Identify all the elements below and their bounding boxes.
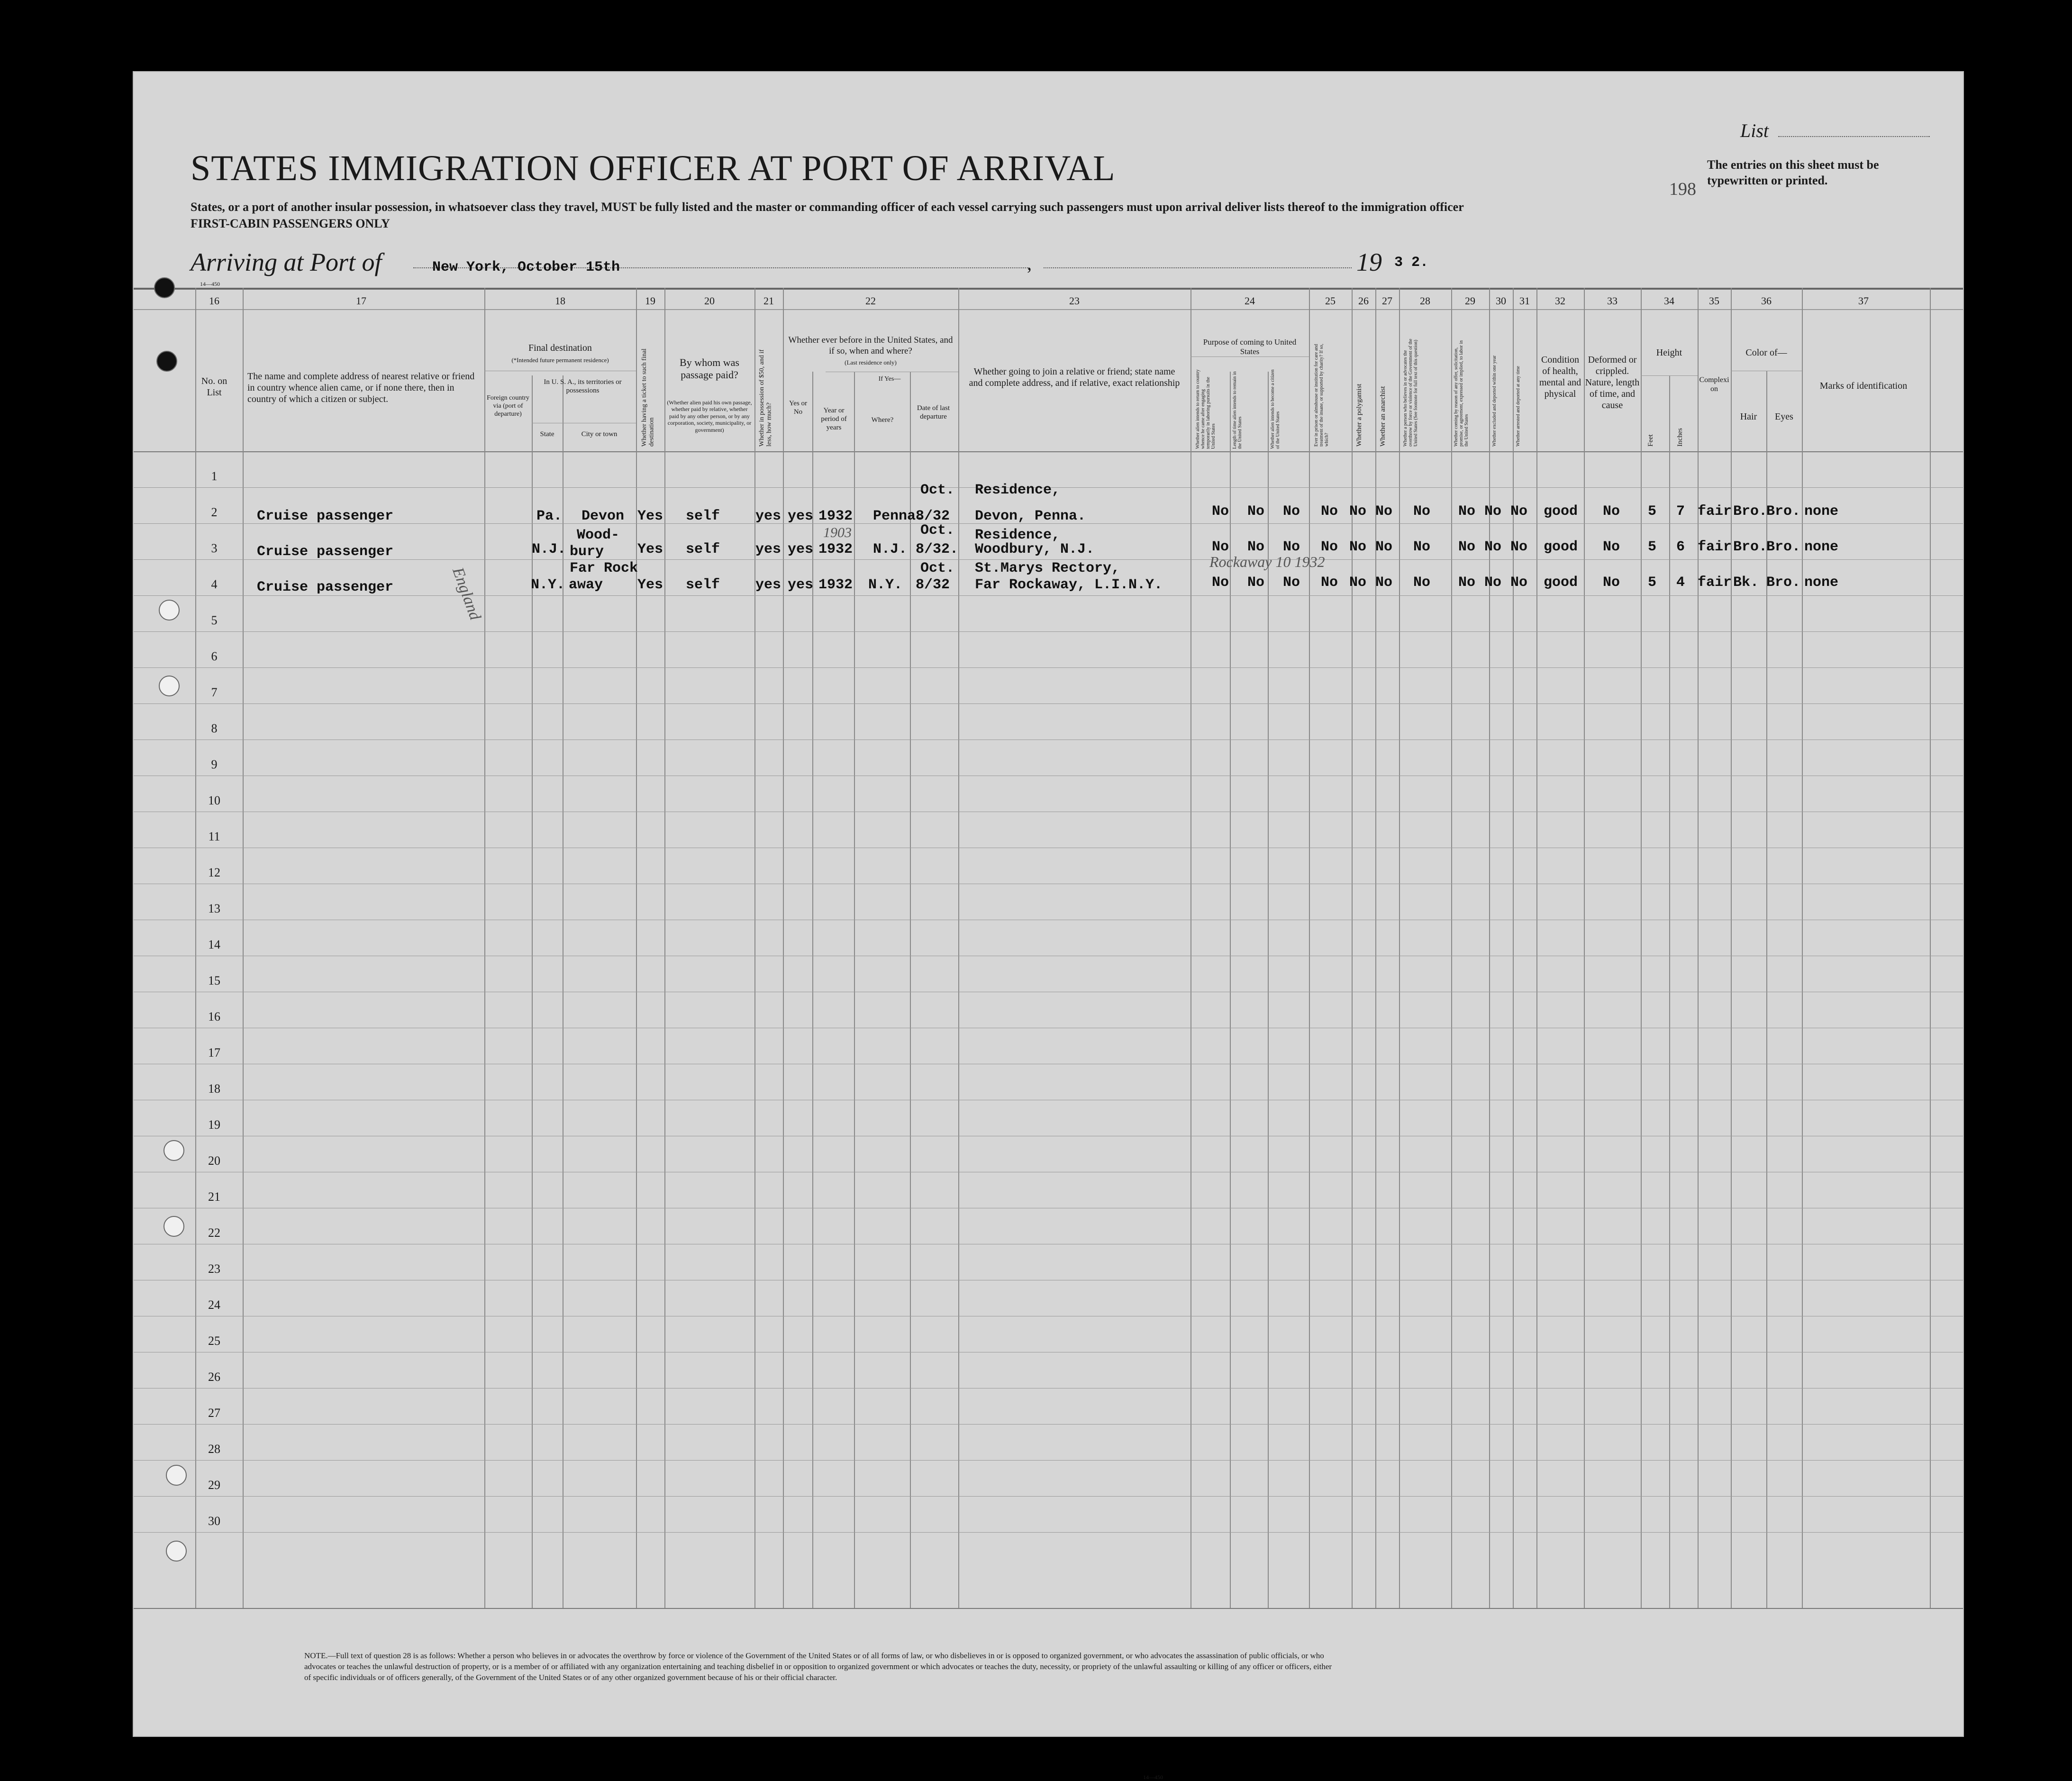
header-deported: Whether arrested and deported at any time [1516, 366, 1521, 447]
row3-deformed: No [1603, 575, 1620, 591]
manifest-sheet [133, 71, 1964, 1781]
column-rule [1375, 288, 1376, 1608]
header-money: Whether in possession of $50, and if less, how much? [758, 349, 773, 447]
header-inches: Inches [1676, 428, 1684, 447]
row-number: 7 [211, 685, 218, 699]
row2-hair: Bro. [1733, 539, 1768, 555]
column-rule [910, 372, 911, 1608]
header-marks: Marks of identification [1819, 381, 1908, 391]
column-rule [1930, 288, 1931, 1608]
col-num-21: 21 [763, 295, 774, 307]
row-number: 19 [208, 1118, 220, 1132]
row2-paid: self [686, 541, 720, 557]
column-rule [636, 288, 637, 1608]
sub-rule-24 [1190, 356, 1309, 357]
row1-labor-offer: No [1458, 503, 1476, 520]
header-purpose-return: Whether alien intends to return to country whence he came after engaging temporarily in laboring pursuits in the United States [1195, 369, 1216, 449]
row2-complexion: fair [1698, 539, 1732, 555]
col-num-28: 28 [1420, 295, 1430, 307]
row-rule [134, 1460, 1963, 1461]
header-health: Condition of health, mental and physical [1539, 355, 1581, 399]
row-number: 18 [208, 1082, 220, 1096]
row2-join: Woodbury, N.J. [975, 541, 1095, 557]
row3-prison: No [1321, 575, 1338, 591]
row2-labor-offer: No [1458, 539, 1476, 555]
header-anarchist: Whether an anarchist [1379, 386, 1387, 447]
row1-paid: self [686, 508, 720, 524]
header-excluded: Whether excluded and deported within one year [1492, 355, 1497, 447]
column-rule [1536, 288, 1537, 1608]
header-passage-paid: By whom was passage paid? [680, 356, 739, 381]
row3-marks: none [1804, 575, 1839, 591]
column-rule [1766, 371, 1767, 1608]
header-city: City or town [581, 430, 618, 438]
row2-anarchist: No [1375, 539, 1393, 555]
row-number: 28 [208, 1442, 220, 1456]
row1-deported: No [1510, 503, 1528, 520]
column-rule [1489, 288, 1490, 1608]
punch-hole-5 [166, 1465, 187, 1486]
column-rule [1399, 288, 1400, 1608]
row3-eyes: Bro. [1766, 575, 1801, 591]
row1-date: 8/32 [916, 508, 950, 524]
col-num-34: 34 [1664, 295, 1674, 307]
row-number: 14 [208, 938, 220, 951]
row1-relative: Cruise passenger [257, 508, 394, 524]
footnote: NOTE.—Full text of question 28 is as follows: Whether a person who believes in or advocates the overthrow by force or violence of the Government of the United States or of all forms of law, or who disbelieves in or is opposed to organized government, or who advocates the assassination of public officials, or who advocates or teaches the unlawful destruction of property, or is a member of or affiliated with any organization entertaining and teaching disbelief in or opposition to organized government or which advocates or teaches the duty, necessity, or propriety of the unlawful assaulting or killing of any officer or officers, either of specific individuals or of officers generally, of the Government of the United States or of any other organized government because of his or their official character. [304, 1651, 1332, 1682]
page-number: 198 [1669, 179, 1696, 199]
row1-ticket: Yes [637, 508, 663, 524]
row2-date-top: Oct. [920, 522, 955, 539]
row-rule [134, 667, 1963, 668]
header-ever-before-sub: (Last residence only) [845, 359, 897, 366]
column-rule [1584, 288, 1585, 1608]
row3-deported: No [1510, 575, 1528, 591]
row-number: 16 [208, 1010, 220, 1023]
column-rule [664, 288, 665, 1608]
row1-before: yes [788, 508, 814, 524]
typewritten-note: The entries on this sheet must be typewritten or printed. [1707, 158, 1879, 187]
row2-polygamist: No [1349, 539, 1367, 555]
header-polygamist: Whether a polygamist [1355, 384, 1363, 447]
column-rule [1352, 288, 1353, 1608]
sub-rule-34 [1641, 375, 1698, 376]
column-rule [1802, 288, 1803, 1608]
col-num-16: 16 [209, 295, 219, 307]
class-line: FIRST-CABIN PASSENGERS ONLY [191, 217, 390, 230]
row-number: 26 [208, 1370, 220, 1384]
column-rule [1451, 288, 1452, 1608]
row3-feet: 5 [1648, 575, 1657, 591]
column-rule [1641, 288, 1642, 1608]
header-bottom-rule [134, 451, 1963, 452]
row3-anarchist: No [1375, 575, 1393, 591]
row2-money: yes [755, 541, 782, 557]
row3-overthrow: No [1413, 575, 1431, 591]
arriving-port: New York, October 15th [432, 259, 620, 275]
row-rule [134, 1424, 1963, 1425]
row3-inches: 4 [1676, 575, 1685, 591]
row-number: 8 [211, 722, 218, 735]
row1-money: yes [755, 508, 782, 524]
row2-purpose-return: No [1212, 539, 1229, 555]
row-rule [134, 595, 1963, 596]
header-in-usa: In U. S. A., its territories or possessions [544, 378, 622, 394]
date-line [1044, 267, 1352, 268]
row2-overthrow: No [1413, 539, 1431, 555]
row2-excluded: No [1484, 539, 1502, 555]
row1-deformed: No [1603, 503, 1620, 520]
row2-purpose-citizen: No [1283, 539, 1300, 555]
row1-feet: 5 [1648, 503, 1657, 520]
row-number: 3 [211, 541, 218, 555]
year-prefix: 19 [1356, 248, 1382, 276]
row-number: 24 [208, 1298, 220, 1312]
header-eyes: Eyes [1775, 411, 1793, 422]
table-top-rule [134, 288, 1963, 290]
header-ever-before: Whether ever before in the United States, and if so, when and where? [788, 335, 953, 356]
row2-before: yes [788, 541, 814, 557]
row-number: 2 [211, 505, 218, 519]
row2-city-top: Wood- [577, 527, 620, 543]
row-number: 10 [208, 794, 220, 807]
row1-polygamist: No [1349, 503, 1367, 520]
row-rule [134, 1532, 1963, 1533]
row3-labor-offer: No [1458, 575, 1476, 591]
header-last-departure: Date of last departure [917, 404, 950, 420]
punch-hole-upper [156, 351, 177, 372]
arriving-label: Arriving at Port of [191, 248, 382, 276]
row3-polygamist: No [1349, 575, 1367, 591]
header-complexion: Complexion [1699, 376, 1729, 393]
col-num-17: 17 [356, 295, 366, 307]
row-number: 5 [211, 613, 218, 627]
row3-hair: Bk. [1733, 575, 1759, 591]
row2-eyes: Bro. [1766, 539, 1801, 555]
column-rule [1309, 288, 1310, 1608]
row3-state: N.Y. [531, 577, 565, 593]
row3-complexion: fair [1698, 575, 1732, 591]
column-rule [958, 288, 959, 1608]
row1-join: Devon, Penna. [975, 508, 1086, 524]
row2-where: N.J. [873, 541, 908, 557]
col-num-35: 35 [1709, 295, 1719, 307]
row2-ticket: Yes [637, 541, 663, 557]
header-passage-paid-sub: (Whether alien paid his own passage, whether paid by relative, whether paid by any other person, or by any corporation, society, municipality, or government) [667, 399, 752, 433]
row-number: 27 [208, 1406, 220, 1420]
row1-purpose-return: No [1212, 503, 1229, 520]
header-overthrow: Whether a person who believes in or advocates the overthrow by force or violence of the Government of the United States (See footnote for full text of this question) [1403, 338, 1418, 447]
col-num-32: 32 [1555, 295, 1565, 307]
form-code: 14—450 [200, 281, 220, 287]
row2-year: 1932 [818, 541, 853, 557]
row-number: 17 [208, 1046, 220, 1059]
table-bottom-rule [134, 1608, 1963, 1609]
column-number-rule [134, 309, 1963, 310]
row-rule [134, 631, 1963, 632]
header-yes-no: Yes or No [789, 400, 808, 416]
row3-purpose-citizen: No [1283, 575, 1300, 591]
col-num-24: 24 [1245, 295, 1255, 307]
header-labor-offer: Whether coming by reason of any offer, solicitation, promise, or agreement, expressed or implied, to labor in the United States [1454, 340, 1469, 447]
column-rule [1190, 288, 1191, 1608]
column-rule [1698, 288, 1699, 1608]
col-num-30: 30 [1496, 295, 1506, 307]
row3-year: 1932 [818, 577, 853, 593]
row3-handwritten-note: Rockaway 10 1932 [1209, 553, 1325, 570]
row3-paid: self [686, 577, 720, 593]
row-number: 23 [208, 1262, 220, 1276]
punch-hole-4 [164, 1216, 184, 1237]
row-number: 29 [208, 1478, 220, 1492]
row3-money: yes [755, 577, 782, 593]
row-number: 1 [211, 469, 218, 483]
row-number: 4 [211, 577, 218, 591]
year-suffix: 3 2. [1394, 255, 1429, 271]
col-num-37: 37 [1858, 295, 1869, 307]
header-final-destination-sub: (*Intended future permanent residence) [511, 356, 609, 364]
column-rule [854, 372, 855, 1608]
header-purpose-citizen: Whether alien intends to become a citizen of the United States [1270, 369, 1281, 449]
col-num-29: 29 [1465, 295, 1475, 307]
row2-date: 8/32. [916, 541, 959, 557]
col-num-20: 20 [704, 295, 715, 307]
row2-prison: No [1321, 539, 1338, 555]
row3-city-top: Far Rock [570, 560, 638, 576]
row2-inches: 6 [1676, 539, 1685, 555]
row-rule [134, 703, 1963, 704]
footer-code: 14—450 [1143, 1774, 1163, 1781]
row1-marks: none [1804, 503, 1839, 520]
row1-inches: 7 [1676, 503, 1685, 520]
row2-marks: none [1804, 539, 1839, 555]
col-num-18: 18 [555, 295, 565, 307]
row1-year: 1932 [818, 508, 853, 524]
header-purpose-length: Length of time alien intends to remain in the United States [1232, 371, 1243, 449]
row3-health: good [1544, 575, 1578, 591]
row-number: 12 [208, 866, 220, 879]
column-rule [243, 288, 244, 1608]
row3-foreign-country: England [449, 565, 484, 622]
header-ticket: Whether having a ticket to such final destination [641, 348, 655, 447]
row2-feet: 5 [1648, 539, 1657, 555]
header-nearest-relative: The name and complete address of nearest relative or friend in country whence alien came, or if none there, then in country of which a citizen or subject. [247, 371, 475, 404]
list-number-line [1778, 136, 1930, 137]
row1-where: Penna. [873, 508, 925, 524]
row3-join-top: St.Marys Rectory, [975, 560, 1120, 576]
header-final-destination: Final destination [528, 343, 592, 353]
row-number: 6 [211, 649, 218, 663]
row1-hair: Bro. [1733, 503, 1768, 520]
row1-complexion: fair [1698, 503, 1732, 520]
row1-purpose-length: No [1247, 503, 1265, 520]
punch-hole-6 [166, 1541, 187, 1562]
row3-city: away [569, 577, 603, 593]
row-number: 13 [208, 902, 220, 915]
row3-purpose-return: No [1212, 575, 1229, 591]
punch-hole-3 [164, 1140, 184, 1161]
row3-ticket: Yes [637, 577, 663, 593]
col-num-31: 31 [1519, 295, 1530, 307]
row1-anarchist: No [1375, 503, 1393, 520]
col-num-19: 19 [645, 295, 655, 307]
row2-deported: No [1510, 539, 1528, 555]
row3-join: Far Rockaway, L.I.N.Y. [975, 577, 1163, 593]
arriving-comma: , [1027, 253, 1032, 274]
col-num-33: 33 [1607, 295, 1618, 307]
row1-state: Pa. [536, 508, 563, 524]
row-number: 22 [208, 1226, 220, 1240]
header-state: State [540, 430, 554, 438]
header-if-yes: If Yes— [878, 375, 901, 383]
col-num-23: 23 [1069, 295, 1080, 307]
row-number: 9 [211, 758, 218, 771]
header-no-on-list: No. on List [201, 376, 227, 398]
row1-prison: No [1321, 503, 1338, 520]
row-number: 11 [208, 830, 220, 843]
column-rule [1513, 288, 1514, 1608]
header-join-relative: Whether going to join a relative or friend; state name and complete address, and if relative, exact relationship [969, 366, 1180, 388]
row-rule [134, 559, 1963, 560]
row2-join-top: Residence, [975, 527, 1061, 543]
row1-health: good [1544, 503, 1578, 520]
header-color-of: Color of— [1745, 347, 1787, 358]
header-prison: Ever in prison or almshouse or institution for care and treatment of the insane, or supported by charity? If so, which? [1314, 344, 1329, 447]
row1-join-top: Residence, [975, 482, 1061, 498]
row1-excluded: No [1484, 503, 1502, 520]
col-num-26: 26 [1358, 295, 1369, 307]
column-rule [754, 288, 755, 1608]
row-number: 25 [208, 1334, 220, 1348]
header-year: Year or period of years [821, 407, 847, 431]
column-rule [484, 288, 485, 1608]
row1-eyes: Bro. [1766, 503, 1801, 520]
punch-hole-top [154, 277, 175, 298]
header-height: Height [1656, 347, 1682, 358]
row-number: 30 [208, 1514, 220, 1528]
header-where: Where? [871, 416, 894, 424]
header-purpose: Purpose of coming to United States [1203, 338, 1297, 356]
row3-date: 8/32 [916, 577, 950, 593]
row2-health: good [1544, 539, 1578, 555]
list-label: List [1740, 120, 1769, 141]
header-foreign-country: Foreign country via (port of departure) [487, 394, 529, 418]
header-deformed: Deformed or crippled. Nature, length of time, and cause [1585, 355, 1640, 411]
row2-year-note: 1903 [823, 525, 852, 540]
column-rule [783, 288, 784, 1608]
punch-hole-1 [159, 600, 180, 621]
column-rule [1731, 288, 1732, 1608]
row3-excluded: No [1484, 575, 1502, 591]
row-number: 21 [208, 1190, 220, 1204]
row2-city: bury [570, 544, 604, 560]
row-number: 20 [208, 1154, 220, 1168]
row2-relative: Cruise passenger [257, 544, 394, 560]
row3-before: yes [788, 577, 814, 593]
page-title: STATES IMMIGRATION OFFICER AT PORT OF ARRIVAL [191, 148, 1116, 188]
instruction-text: States, or a port of another insular possession, in whatsoever class they travel, MUST be fully listed and the master or commanding officer of each vessel carrying such passengers must upon arrival deliver lists thereof to the immigration officer [191, 200, 1464, 214]
row3-relative: Cruise passenger [257, 579, 394, 595]
col-num-22: 22 [865, 295, 876, 307]
header-hair: Hair [1740, 411, 1757, 422]
row2-deformed: No [1603, 539, 1620, 555]
row2-state: N.J. [532, 541, 566, 557]
row1-overthrow: No [1413, 503, 1431, 520]
row-rule [134, 1496, 1963, 1497]
col-num-36: 36 [1761, 295, 1772, 307]
header-feet: Feet [1647, 434, 1654, 447]
col-num-27: 27 [1382, 295, 1392, 307]
row-number: 15 [208, 974, 220, 987]
row2-purpose-length: No [1247, 539, 1265, 555]
row3-purpose-length: No [1247, 575, 1265, 591]
row1-purpose-citizen: No [1283, 503, 1300, 520]
row3-where: N.Y. [868, 577, 903, 593]
row1-city: Devon [582, 508, 625, 524]
row1-date-top: Oct. [920, 482, 955, 498]
col-num-25: 25 [1325, 295, 1336, 307]
punch-hole-2 [159, 676, 180, 696]
row3-date-top: Oct. [920, 560, 955, 576]
